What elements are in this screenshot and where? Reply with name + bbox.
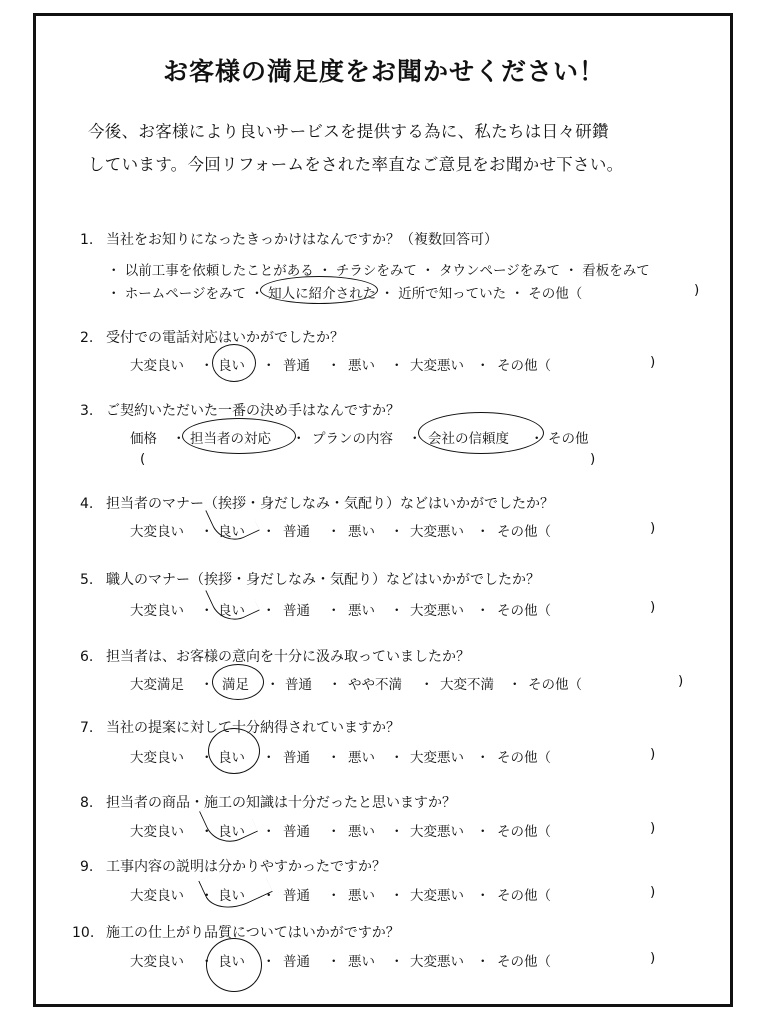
option: 大変良い	[130, 824, 184, 840]
selection-circle	[182, 418, 296, 454]
option-separator: ・	[327, 750, 341, 766]
option: 大変悪い	[410, 358, 464, 374]
option-separator: ・	[200, 677, 214, 693]
option-separator: ・	[476, 358, 490, 374]
option: 大変良い	[130, 358, 184, 374]
question-text: 受付での電話対応はいかがでしたか？	[106, 330, 344, 346]
open-paren: (	[140, 451, 146, 467]
option: 普通	[283, 358, 310, 374]
question-number: 1.	[80, 232, 94, 248]
option: 大変良い	[130, 888, 184, 904]
option-separator: ・	[476, 603, 490, 619]
close-paren: )	[590, 451, 596, 467]
option: 良い	[218, 603, 245, 619]
option: 普通	[283, 824, 310, 840]
option-separator: ・	[476, 750, 490, 766]
option: その他（	[528, 677, 582, 693]
close-paren: )	[650, 950, 656, 966]
option-separator: ・	[508, 677, 522, 693]
question-8	[80, 792, 456, 812]
option: 悪い	[348, 524, 375, 540]
question-number: 2.	[80, 330, 94, 346]
question-5	[80, 569, 540, 589]
question-3	[80, 400, 400, 420]
intro-line-2: しています。今回リフォームをされた率直なご意見をお聞かせ下さい。	[88, 155, 624, 174]
option: 会社の信頼度	[428, 431, 509, 447]
option: 大変悪い	[410, 603, 464, 619]
option-separator: ・	[327, 954, 341, 970]
option-separator: ・	[476, 824, 490, 840]
option: 大変良い	[130, 524, 184, 540]
question-number: 10.	[72, 925, 95, 941]
close-paren: )	[650, 884, 656, 900]
option-separator: ・	[476, 888, 490, 904]
option-separator: ・	[200, 750, 214, 766]
option-separator: ・	[266, 677, 280, 693]
option: その他（	[497, 750, 551, 766]
option-separator: ・	[390, 524, 404, 540]
question-text: 施工の仕上がり品質についてはいかがですか？	[106, 925, 400, 941]
option: その他（	[497, 603, 551, 619]
question-2	[80, 327, 344, 347]
question-number: 3.	[80, 403, 94, 419]
option: 悪い	[348, 888, 375, 904]
option: 大変満足	[130, 677, 184, 693]
option: 良い	[218, 524, 245, 540]
option: 普通	[283, 750, 310, 766]
option-separator: ・	[262, 824, 276, 840]
option: 悪い	[348, 603, 375, 619]
option-separator: ・	[390, 358, 404, 374]
question-number: 9.	[80, 859, 94, 875]
option-separator: ・	[262, 954, 276, 970]
option-separator: ・	[327, 603, 341, 619]
close-paren: )	[650, 599, 656, 615]
close-paren: )	[650, 820, 656, 836]
question-number: 5.	[80, 572, 94, 588]
close-paren: )	[650, 746, 656, 762]
option-separator: ・	[327, 358, 341, 374]
option-separator: ・	[200, 824, 214, 840]
question-text: 職人のマナー（挨拶・身だしなみ・気配り）などはいかがでしたか？	[106, 572, 540, 588]
question-text: ご契約いただいた一番の決め手はなんですか？	[106, 403, 400, 419]
option: 悪い	[348, 358, 375, 374]
question-number: 8.	[80, 795, 94, 811]
option: 普通	[283, 603, 310, 619]
option-separator: ・	[328, 677, 342, 693]
option: その他（	[497, 358, 551, 374]
question-text: 担当者の商品・施工の知識は十分だったと思いますか？	[106, 795, 456, 811]
option-separator: ・	[476, 524, 490, 540]
selection-circle	[212, 664, 264, 700]
option: 大変悪い	[410, 888, 464, 904]
option: 悪い	[348, 824, 375, 840]
option-separator: ・	[172, 431, 186, 447]
option-separator: ・	[476, 954, 490, 970]
option: 大変悪い	[410, 524, 464, 540]
option-separator: ・	[200, 358, 214, 374]
option: 普通	[283, 954, 310, 970]
option: その他（	[497, 888, 551, 904]
close-paren: )	[650, 520, 656, 536]
option-separator: ・	[390, 750, 404, 766]
option: 良い	[218, 750, 245, 766]
option-separator: ・	[327, 524, 341, 540]
option: 良い	[218, 824, 245, 840]
question-number: 4.	[80, 496, 94, 512]
question-1	[80, 229, 498, 249]
option-separator: ・	[262, 750, 276, 766]
option-separator: ・	[390, 888, 404, 904]
option-separator: ・	[292, 431, 306, 447]
option: その他	[548, 431, 589, 447]
question-6	[80, 646, 470, 666]
question-text: 当社の提案に対して十分納得されていますか？	[106, 720, 400, 736]
option: 大変悪い	[410, 824, 464, 840]
option: 良い	[218, 888, 245, 904]
option: やや不満	[348, 677, 402, 693]
option: 大変良い	[130, 750, 184, 766]
option-separator: ・	[390, 603, 404, 619]
option: 大変不満	[440, 677, 494, 693]
option: 担当者の対応	[190, 431, 271, 447]
option-separator: ・	[262, 358, 276, 374]
option-separator: ・	[262, 603, 276, 619]
option: プランの内容	[312, 431, 393, 447]
selection-circle	[418, 412, 544, 454]
option-separator: ・	[408, 431, 422, 447]
option-separator: ・	[327, 824, 341, 840]
question-text: 工事内容の説明は分かりやすかったですか？	[106, 859, 386, 875]
question-text: 当社をお知りになったきっかけはなんですか？（複数回答可）	[106, 232, 498, 248]
option-separator: ・	[530, 431, 544, 447]
option: 大変悪い	[410, 954, 464, 970]
q1-close-paren: )	[694, 282, 700, 298]
close-paren: )	[678, 673, 684, 689]
option-separator: ・	[262, 524, 276, 540]
option: 良い	[218, 358, 245, 374]
close-paren: )	[650, 354, 656, 370]
option: その他（	[497, 824, 551, 840]
question-text: 担当者は、お客様の意向を十分に汲み取っていましたか？	[106, 649, 470, 665]
q1-options-line-1: ・ 以前工事を依頼したことがある ・ チラシをみて ・ タウンページをみて ・ 看板をみて	[107, 263, 650, 279]
selection-circle	[212, 344, 256, 382]
intro-line-1: 今後、お客様により良いサービスを提供する為に、私たちは日々研鑽	[88, 122, 609, 141]
question-number: 6.	[80, 649, 94, 665]
option-separator: ・	[390, 954, 404, 970]
option-separator: ・	[200, 954, 214, 970]
selection-circle	[206, 938, 262, 992]
option: その他（	[497, 524, 551, 540]
option: 悪い	[348, 954, 375, 970]
option: 大変悪い	[410, 750, 464, 766]
option-separator: ・	[390, 824, 404, 840]
q1-options-line-2: ・ ホームページをみて ・ 知人に紹介された ・ 近所で知っていた ・ その他（	[107, 286, 583, 302]
selection-circle	[208, 728, 260, 774]
option-separator: ・	[200, 603, 214, 619]
option: 大変良い	[130, 603, 184, 619]
option-separator: ・	[200, 524, 214, 540]
option-separator: ・	[327, 888, 341, 904]
option: 価格	[130, 431, 157, 447]
option: 普通	[283, 888, 310, 904]
question-number: 7.	[80, 720, 94, 736]
option: 普通	[283, 524, 310, 540]
option: 普通	[285, 677, 312, 693]
option-separator: ・	[420, 677, 434, 693]
selection-circle	[260, 276, 378, 304]
option-separator: ・	[200, 888, 214, 904]
option: 満足	[222, 677, 249, 693]
option: 良い	[218, 954, 245, 970]
page-title: お客様の満足度をお聞かせください！	[162, 57, 605, 86]
question-text: 担当者のマナー（挨拶・身だしなみ・気配り）などはいかがでしたか？	[106, 496, 554, 512]
option: その他（	[497, 954, 551, 970]
option: 大変良い	[130, 954, 184, 970]
option: 悪い	[348, 750, 375, 766]
option-separator: ・	[262, 888, 276, 904]
question-4	[80, 493, 554, 513]
